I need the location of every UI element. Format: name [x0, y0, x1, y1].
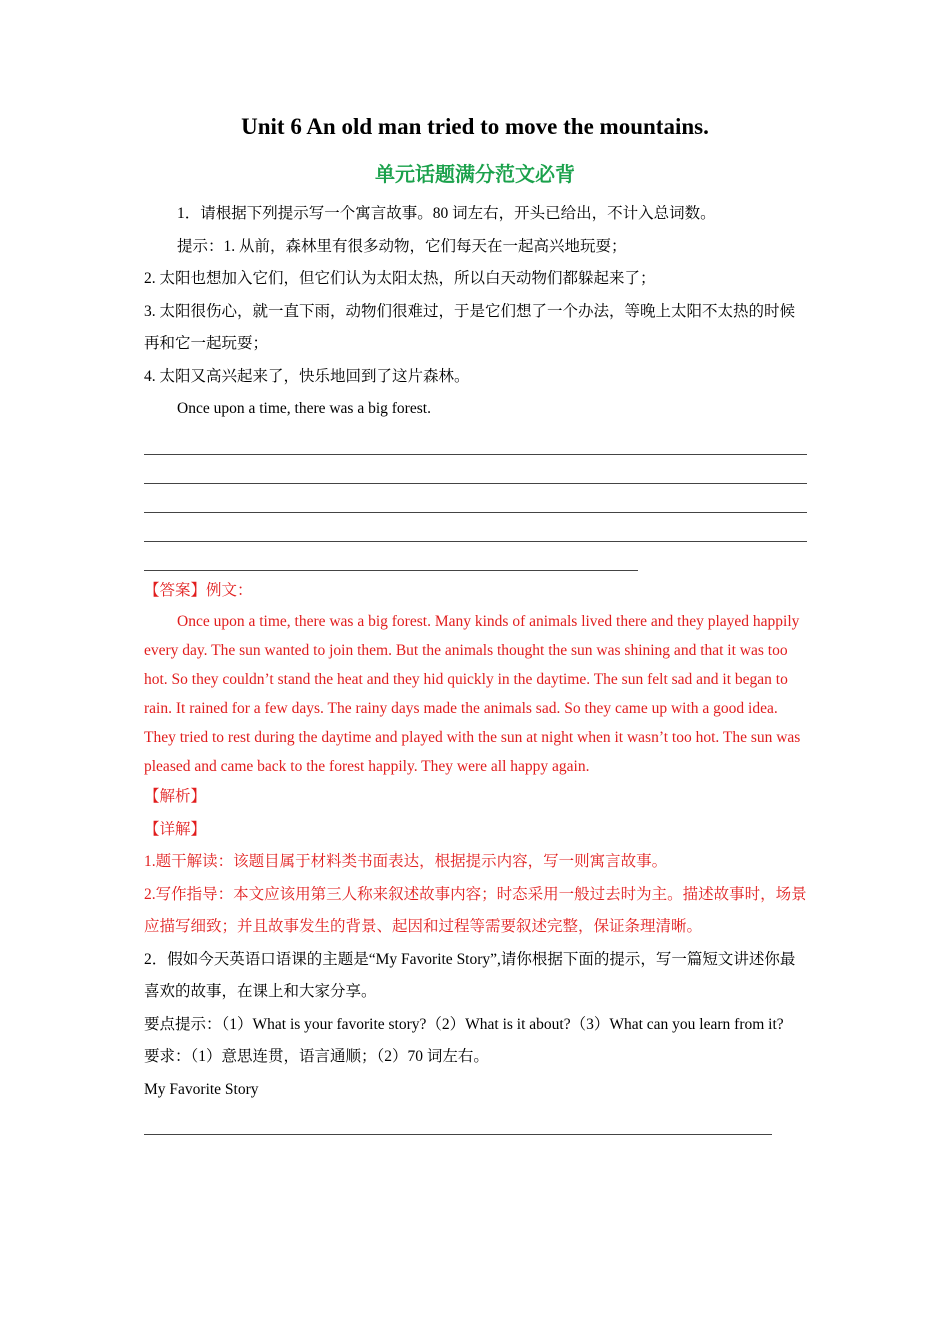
answer-line	[144, 542, 638, 571]
q2-heading: My Favorite Story	[144, 1080, 259, 1098]
q2-prompt: 2．假如今天英语口语课的主题是“My Favorite Story”,请你根据下面的提示，写一篇短文讲述你最喜欢的故事，在课上和大家分享。	[144, 950, 796, 1000]
answer-line	[144, 455, 807, 484]
analysis-label: 【解析】	[144, 788, 207, 805]
q1-hint-2: 2. 太阳也想加入它们，但它们认为太阳太热，所以白天动物们都躲起来了；	[144, 270, 656, 287]
sample-essay: Once upon a time, there was a big forest. Many kinds of animals lived there and they played happily every day. The sun wanted to join them. But the animals thought the sun was shining and that it was too hot. So they couldn’t stand the heat and they hid quickly in the daytime. The sun felt sad and it began to rain. It rained for a few days. The rainy days made the animals sad. So they came up with a good idea. They tried to rest during the daytime and played with the sun at night when it wasn’t too hot. The sun was pleased and came back to the forest happily. They were all happy again.	[144, 613, 801, 775]
detail-1: 1.题干解读：该题目属于材料类书面表达，根据提示内容，写一则寓言故事。	[144, 853, 668, 870]
q1-opening: Once upon a time, there was a big forest.	[177, 400, 431, 417]
answer-line	[144, 426, 807, 455]
answer-line	[144, 484, 807, 513]
q1-prompt: 1．请根据下列提示写一个寓言故事。80 词左右，开头已给出，不计入总词数。	[177, 205, 716, 222]
page-title: Unit 6 An old man tried to move the mountains.	[241, 114, 709, 139]
q1-hint-1: 提示：1. 从前，森林里有很多动物，它们每天在一起高兴地玩耍；	[177, 237, 627, 255]
q1-hint-3: 3. 太阳很伤心，就一直下雨，动物们很难过，于是它们想了一个办法，等晚上太阳不太热的时候再和它一起玩耍；	[144, 302, 796, 352]
page-subtitle: 单元话题满分范文必背	[375, 162, 575, 186]
detail-label: 【详解】	[144, 820, 207, 838]
detail-2: 2.写作指导：本文应该用第三人称来叙述故事内容；时态采用一般过去时为主。描述故事时，场景应描写细致；并且故事发生的背景、起因和过程等需要叙述完整，保证条理清晰。	[144, 885, 807, 935]
answer-line	[144, 1106, 772, 1135]
document-content	[144, 198, 807, 1135]
q1-hint-4: 4. 太阳又高兴起来了，快乐地回到了这片森林。	[144, 367, 470, 385]
q2-points: 要点提示：（1）What is your favorite story?（2）What is it about?（3）What can you learn from it?	[144, 1015, 784, 1033]
answer-line	[144, 513, 807, 542]
answer-label: 【答案】例文：	[144, 581, 253, 599]
q2-requirements: 要求：（1）意思连贯，语言通顺；（2）70 词左右。	[144, 1048, 489, 1065]
